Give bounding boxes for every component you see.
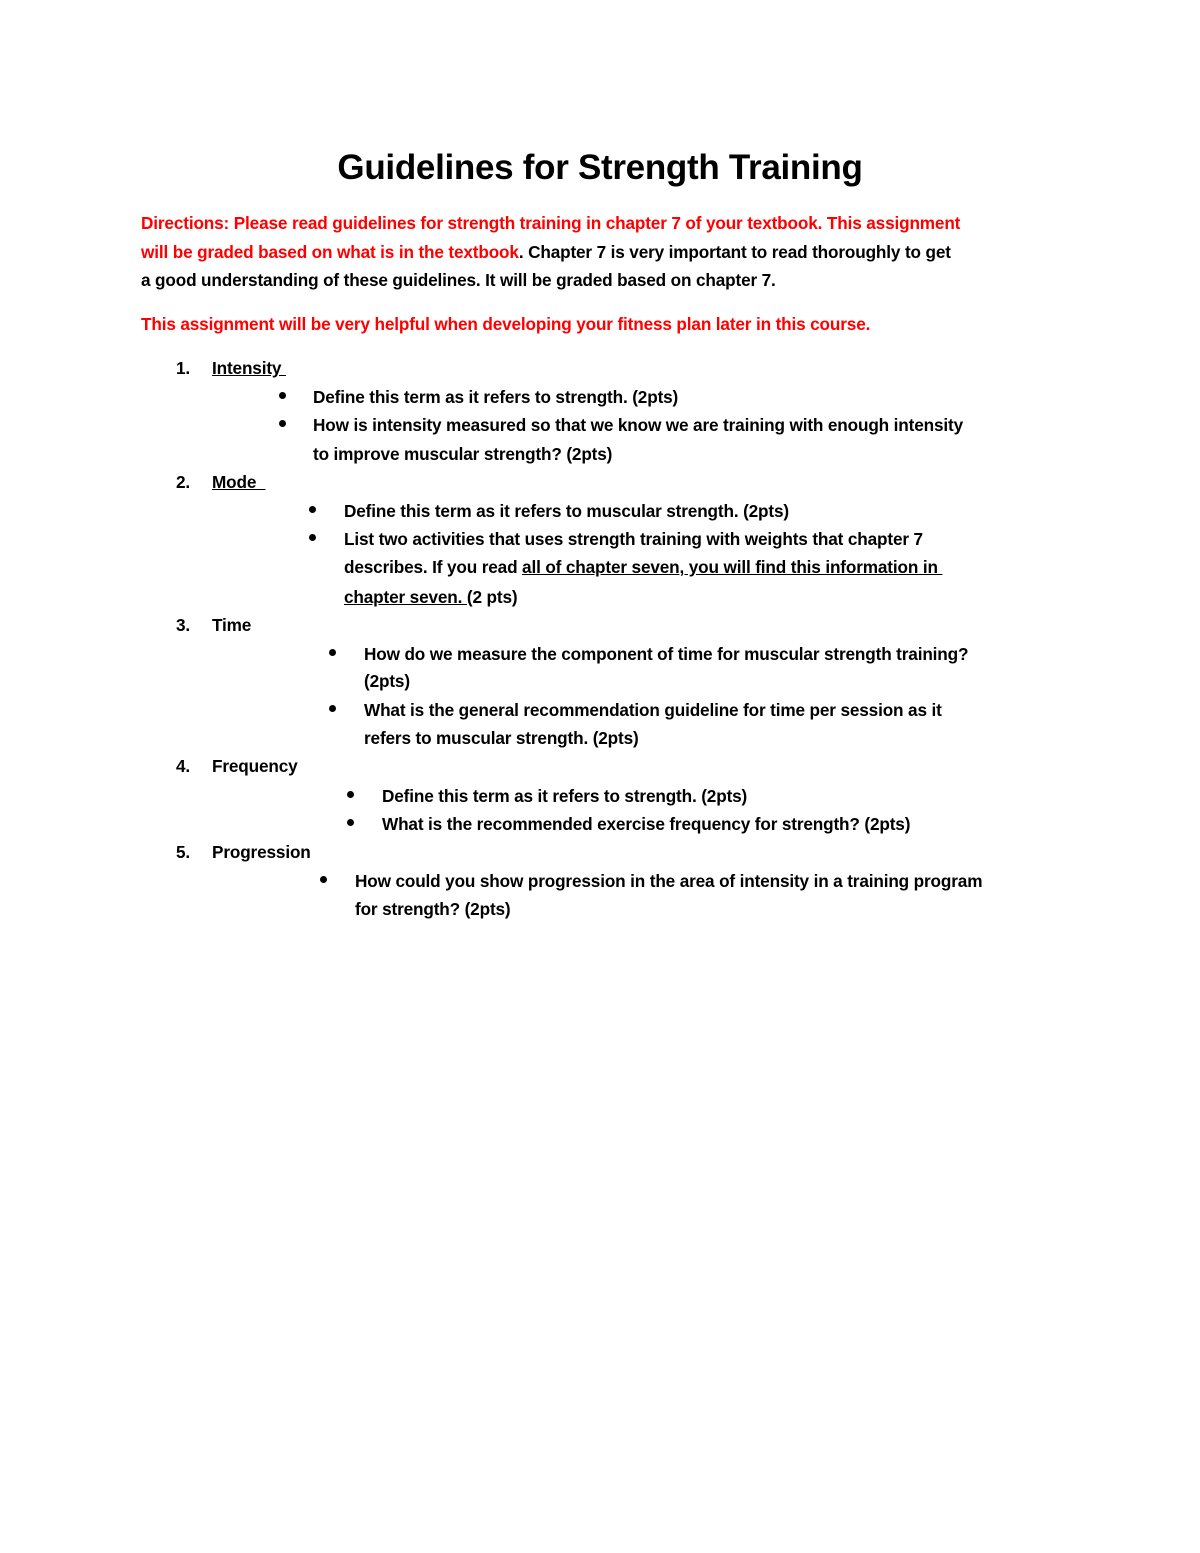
bullet-icon xyxy=(329,649,336,656)
bullet-text: How do we measure the component of time for muscular strength training? xyxy=(364,644,969,664)
bullet-icon xyxy=(309,506,316,513)
bullet-icon xyxy=(320,876,327,883)
bullet-icon xyxy=(279,392,286,399)
bullet-text-continued: to improve muscular strength? (2pts) xyxy=(313,444,613,464)
item-number: 3. xyxy=(176,615,191,635)
item-number: 5. xyxy=(176,842,191,862)
underlined-text: chapter seven. ( xyxy=(344,587,473,607)
directions-black-text: . Chapter 7 is very important to read thoroughly to get xyxy=(518,241,951,262)
bullet-icon xyxy=(309,534,316,541)
item-heading-intensity: Intensity xyxy=(212,358,286,378)
bullet-text-continued: for strength? (2pts) xyxy=(355,899,511,919)
bullet-text: How is intensity measured so that we know we are training with enough intensity xyxy=(313,415,963,435)
item-heading-progression: Progression xyxy=(212,842,311,862)
bullet-icon xyxy=(347,791,354,798)
bullet-text: Define this term as it refers to strength. (2pts) xyxy=(313,387,679,407)
page-title: Guidelines for Strength Training xyxy=(337,148,863,187)
item-number: 2. xyxy=(176,472,191,492)
directions-red-text: Directions: Please read guidelines for strength training in chapter 7 of your textbook. This assignment xyxy=(141,213,961,233)
helpful-note: This assignment will be very helpful when developing your fitness plan later in this course. xyxy=(141,314,871,334)
bullet-icon xyxy=(329,705,336,712)
bullet-text: What is the general recommendation guideline for time per session as it xyxy=(364,700,942,720)
bullet-text: List two activities that uses strength training with weights that chapter 7 xyxy=(344,529,923,549)
underlined-text: all of chapter seven, you will find this information in xyxy=(522,557,943,577)
item-number: 1. xyxy=(176,358,191,378)
plain-text: 2 pts) xyxy=(472,587,518,607)
item-number: 4. xyxy=(176,756,191,776)
bullet-icon xyxy=(279,420,286,427)
bullet-text-continued: refers to muscular strength. (2pts) xyxy=(364,728,639,748)
bullet-text-continued: (2pts) xyxy=(364,671,410,691)
bullet-text-continued xyxy=(344,553,942,582)
bullet-text-continued xyxy=(344,583,517,612)
bullet-text: How could you show progression in the area of intensity in a training program xyxy=(355,871,983,891)
bullet-text: Define this term as it refers to strength. (2pts) xyxy=(382,786,748,806)
plain-text: describes. If you read xyxy=(344,557,523,577)
item-heading-time: Time xyxy=(212,615,252,635)
item-heading-frequency: Frequency xyxy=(212,756,298,776)
bullet-icon xyxy=(347,819,354,826)
directions-black-text-2: a good understanding of these guidelines. It will be graded based on chapter 7. xyxy=(141,270,776,290)
bullet-text: Define this term as it refers to muscular strength. (2pts) xyxy=(344,501,789,521)
item-heading-mode: Mode xyxy=(212,472,266,492)
directions-red-text-2: will be graded based on what is in the textbook xyxy=(141,241,519,262)
directions-paragraph xyxy=(141,209,1061,295)
bullet-text: What is the recommended exercise frequency for strength? (2pts) xyxy=(382,814,911,834)
